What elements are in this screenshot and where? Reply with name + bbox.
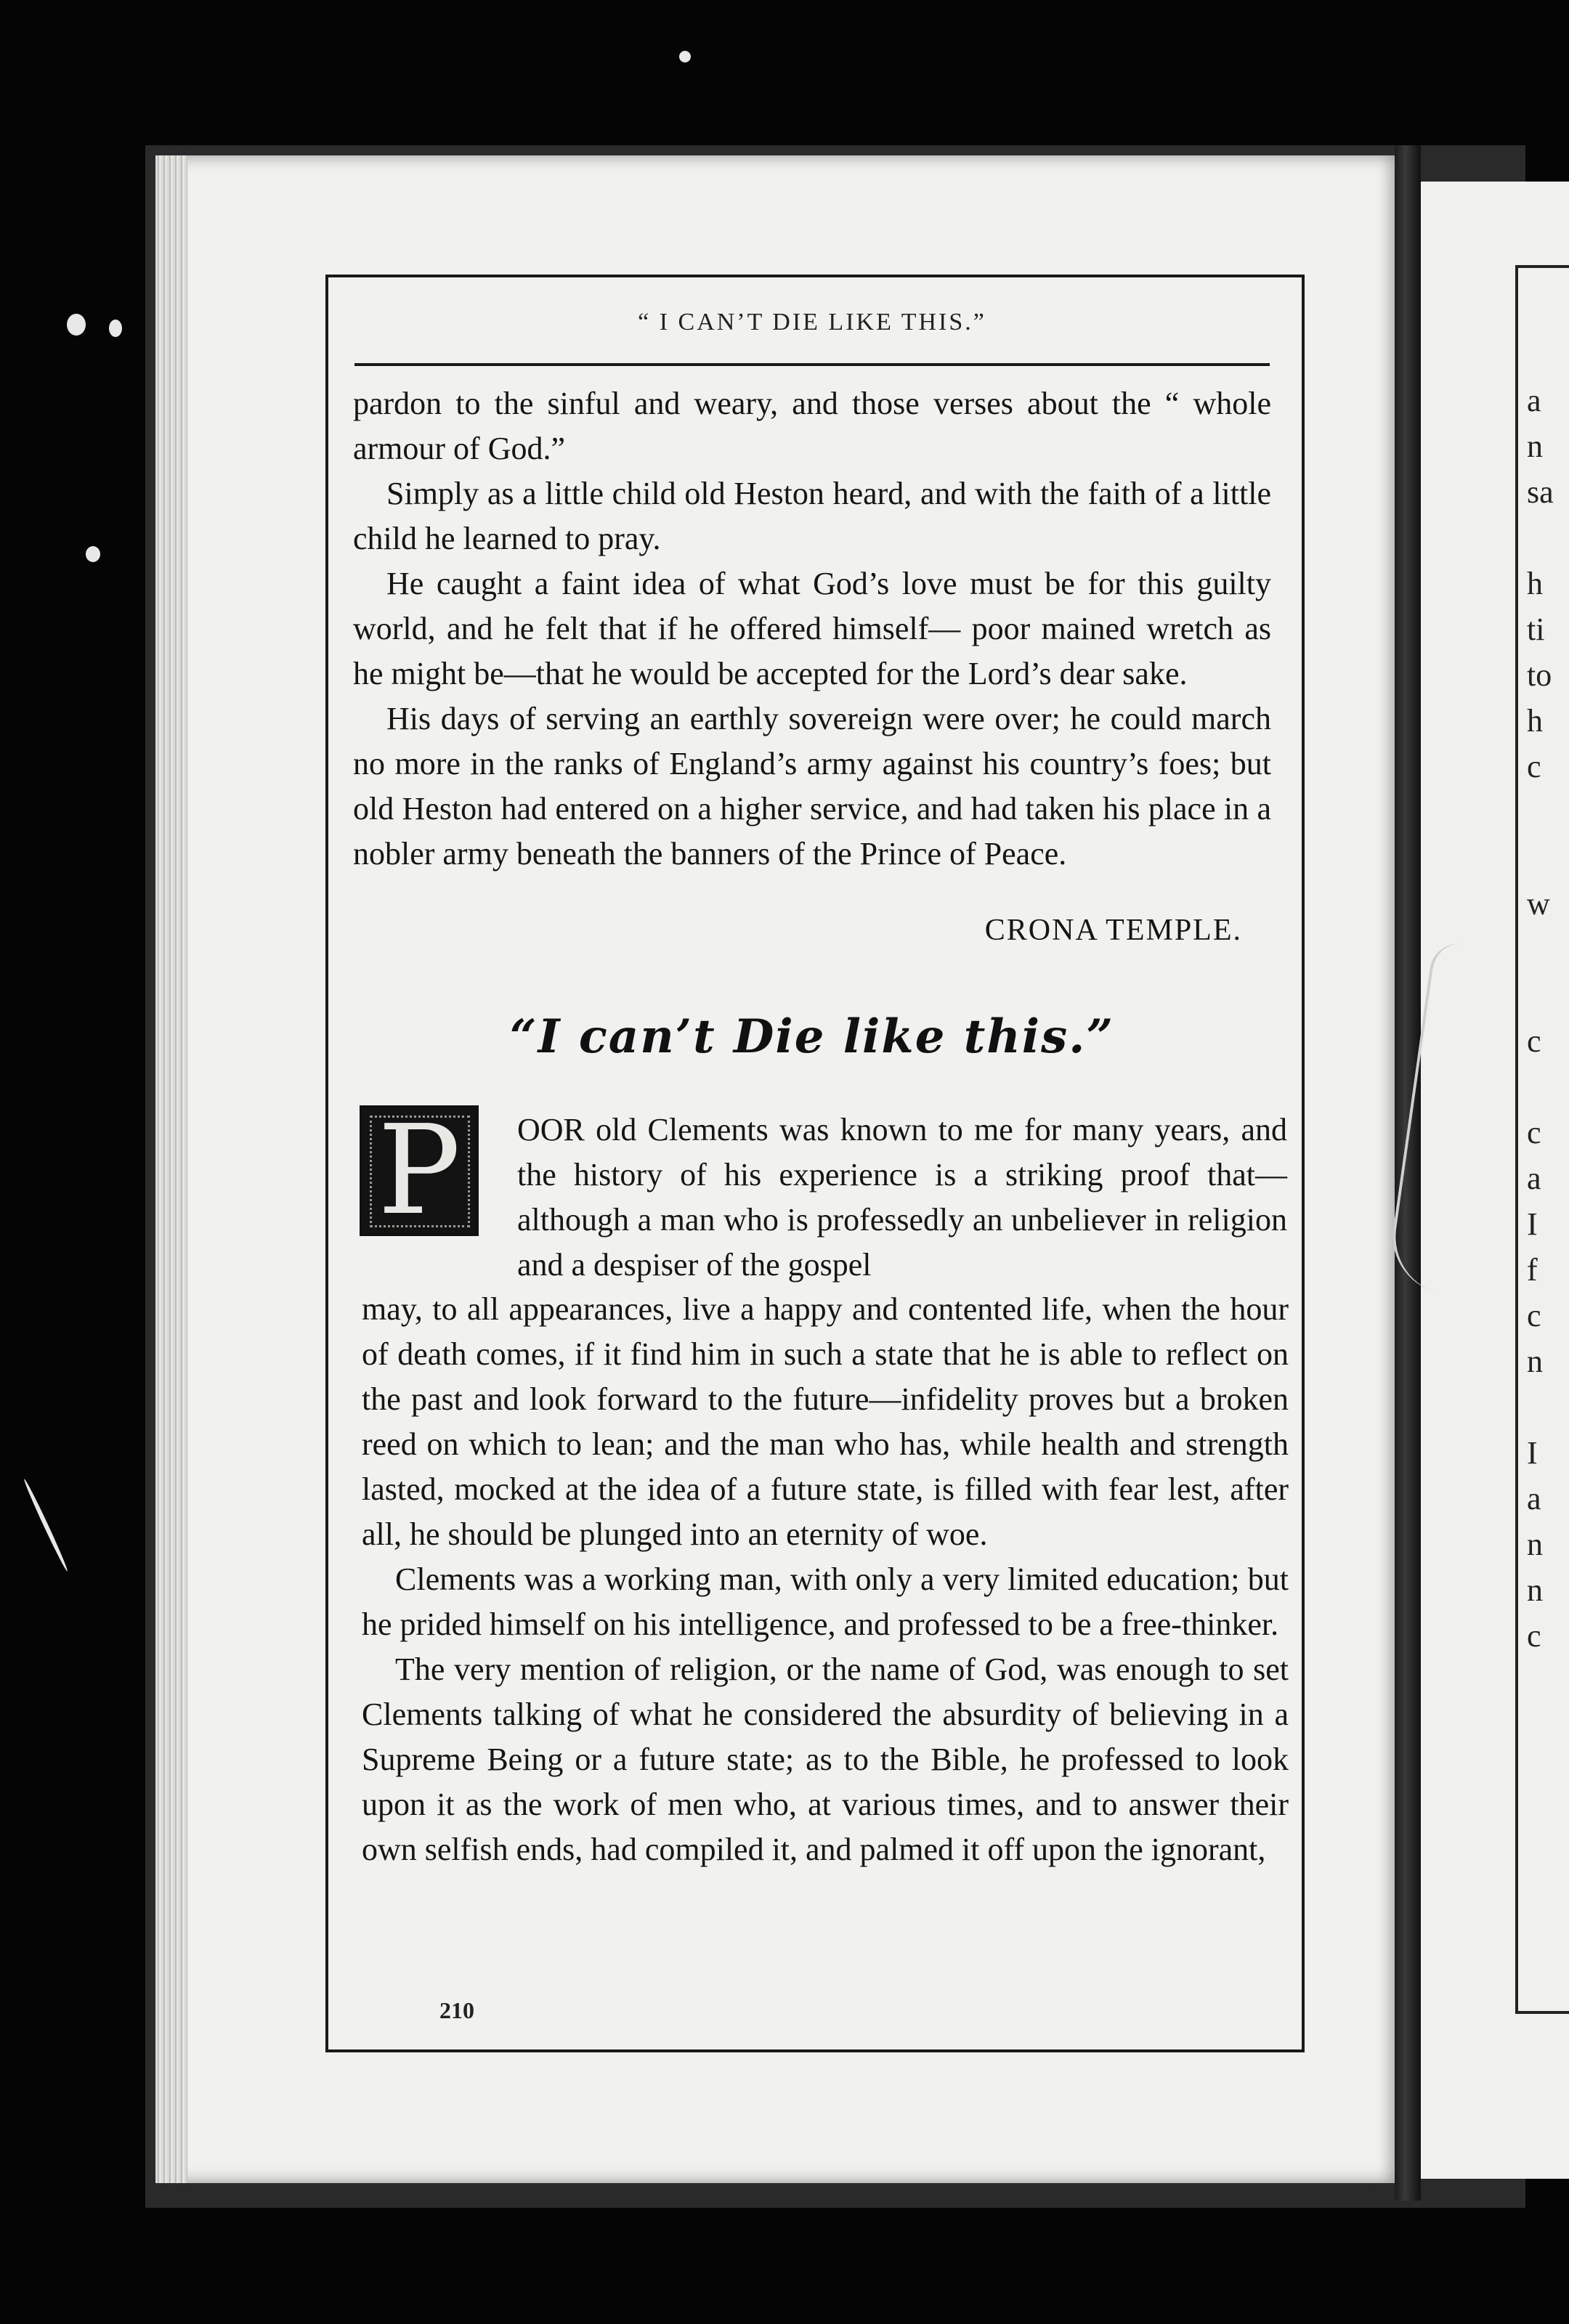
head-rule bbox=[354, 363, 1270, 366]
page-number: 210 bbox=[439, 1997, 474, 2023]
story-ending bbox=[353, 381, 1271, 877]
running-head: “ I CAN’T DIE LIKE THIS.” bbox=[638, 309, 986, 336]
paragraph: may, to all appearances, live a happy and contented life, when the hour of death comes, if it find him in such a state that he is able to reflect on the past and look forward to the future—infidelity proves but a broken reed on which to lean; and the man who has, while health and strength lasted, mocked at the idea of a future state, is filled with fear lest, after all, he should be plunged into an eternity of woe. bbox=[362, 1291, 1289, 1552]
scan-speck bbox=[86, 546, 100, 562]
author-signature: CRONA TEMPLE. bbox=[984, 914, 1242, 947]
paragraph: Simply as a little child old Heston heard, and with the faith of a little child he learned to pray. bbox=[353, 476, 1271, 556]
illuminated-initial bbox=[360, 1099, 479, 1243]
right-page-cropped-text: a n sa h ti to h c w c c a I f c n I a n n c bbox=[1527, 383, 1554, 1654]
scan-speck bbox=[679, 51, 691, 62]
article-opening bbox=[517, 1108, 1287, 1288]
lead-text: old Clements was known to me for many years, and the history of his experience is a striking proof that—although a man who is professedly an unbeliever in religion and a despiser of the gospel bbox=[517, 1112, 1287, 1283]
paragraph: pardon to the sinful and weary, and those verses about the “ whole armour of God.” bbox=[353, 386, 1271, 466]
scan-scratch bbox=[23, 1478, 70, 1572]
paragraph: Clements was a working man, with only a very limited education; but he prided himself on his intelligence, and professed to be a free-thinker. bbox=[362, 1561, 1289, 1642]
paragraph: His days of serving an earthly sovereign were over; he could march no more in the ranks of England’s army against his country’s foes; but old Heston had entered on a higher service, and had taken his place in a nobler army beneath the banners of the Prince of Peace. bbox=[353, 701, 1271, 871]
paragraph: The very mention of religion, or the name of God, was enough to set Clements talking of what he considered the absurdity of believing in a Supreme Being or a future state; as to the Bible, he professed to look upon it as the work of men who, at various times, and to answer their own selfish ends, had compiled it, and palmed it off upon the ignorant, bbox=[362, 1651, 1289, 1867]
paragraph: He caught a faint idea of what God’s love must be for this guilty world, and he felt that if he offered himself— poor mained wretch as he might be—that he would be accepted for the Lord’s dear sake. bbox=[353, 566, 1271, 691]
scan-speck bbox=[67, 314, 86, 336]
paragraph-lead bbox=[517, 1108, 1287, 1288]
lead-small-caps: OOR bbox=[517, 1112, 585, 1147]
initial-letter: P bbox=[377, 1099, 461, 1243]
article-body bbox=[362, 1287, 1289, 1872]
page-edges bbox=[155, 155, 187, 2183]
article-title: “I can’t Die like this.” bbox=[509, 1009, 1115, 1064]
scan-speck bbox=[109, 320, 122, 337]
